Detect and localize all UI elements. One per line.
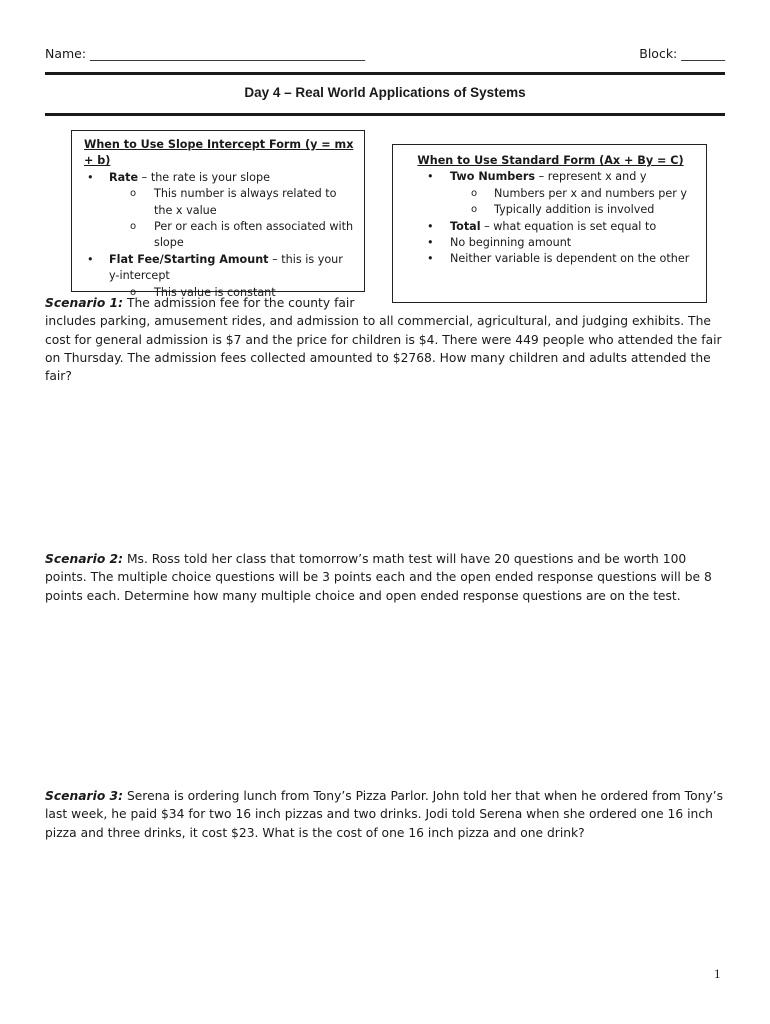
list-item: o Typically addition is involved (405, 202, 696, 218)
standard-form-box (392, 144, 707, 303)
list-item (405, 219, 696, 235)
page-title: Day 4 – Real World Applications of Systems (244, 85, 526, 100)
list-item: o This number is always related to the x value (82, 186, 354, 219)
total-desc: – what equation is set equal to (480, 219, 657, 233)
rate-term: Rate (109, 170, 139, 184)
slope-list (82, 170, 354, 301)
list-item: • Neither variable is dependent on the other (405, 251, 696, 267)
scenario-3-text: Serena is ordering lunch from Tony’s Pizza Parlor. John told her that when he ordered from Tony’s last week, he paid $34 for two 16 inch pizzas and two drinks. Jodi told Serena when she ordered one 16 inch pizza and three drinks, it cost $23. What is the cost of one 16 inch pizza and one drink? (45, 789, 724, 840)
two-numbers-desc: – represent x and y (535, 170, 647, 184)
total-term: Total (450, 219, 481, 233)
scenario-3-label: Scenario 3: (45, 789, 124, 803)
slope-box-title: When to Use Slope Intercept Form (y = mx + b) (84, 138, 354, 168)
fee-term: Flat Fee/Starting Amount (109, 252, 269, 266)
list-item: o Numbers per x and numbers per y (405, 186, 696, 202)
list-item: o Per or each is often associated with slope (82, 219, 354, 252)
scenario-3 (45, 787, 725, 842)
scenario-2-label: Scenario 2: (45, 552, 124, 566)
standard-box-title: When to Use Standard Form (Ax + By = C) (417, 154, 684, 167)
slope-intercept-box (71, 130, 365, 299)
scenario-1-text: includes parking, amusement rides, and admission to all commercial, agricultural, and judging exhibits. The cost for general admission is $7 and the price for children is $4. There were 449 people who attended the fair on Thursday. The admission fees collected amounted to $2768. How many children and adults attended the fair? (45, 314, 722, 384)
name-field: Name: ____________________________________________ (45, 46, 366, 61)
header-row (45, 46, 725, 64)
scenario-1-lead: The admission fee for the county fair (123, 296, 355, 310)
block-field: Block: _______ (639, 46, 725, 61)
list-item (82, 170, 354, 186)
scenario-2 (45, 550, 725, 605)
fee-desc: – this is your y-intercept (109, 252, 343, 283)
scenario-1-first-line (45, 294, 375, 312)
top-rule (45, 72, 725, 75)
title-rule (45, 113, 725, 116)
two-numbers-term: Two Numbers (450, 170, 536, 184)
rate-desc: – the rate is your slope (138, 170, 270, 184)
list-item (405, 169, 696, 185)
list-item: o This value is constant (82, 285, 354, 301)
scenario-2-text: Ms. Ross told her class that tomorrow’s math test will have 20 questions and be worth 100 points. The multiple choice questions will be 3 points each and the open ended response questions will be 8 points each. Determine how many multiple choice and open ended response questions are on the test. (45, 552, 712, 603)
standard-list (405, 169, 696, 267)
list-item: • No beginning amount (405, 235, 696, 251)
scenario-1 (45, 294, 725, 385)
list-item (82, 252, 354, 285)
scenario-1-label: Scenario 1: (45, 296, 124, 310)
page-number: 1 (714, 966, 721, 981)
